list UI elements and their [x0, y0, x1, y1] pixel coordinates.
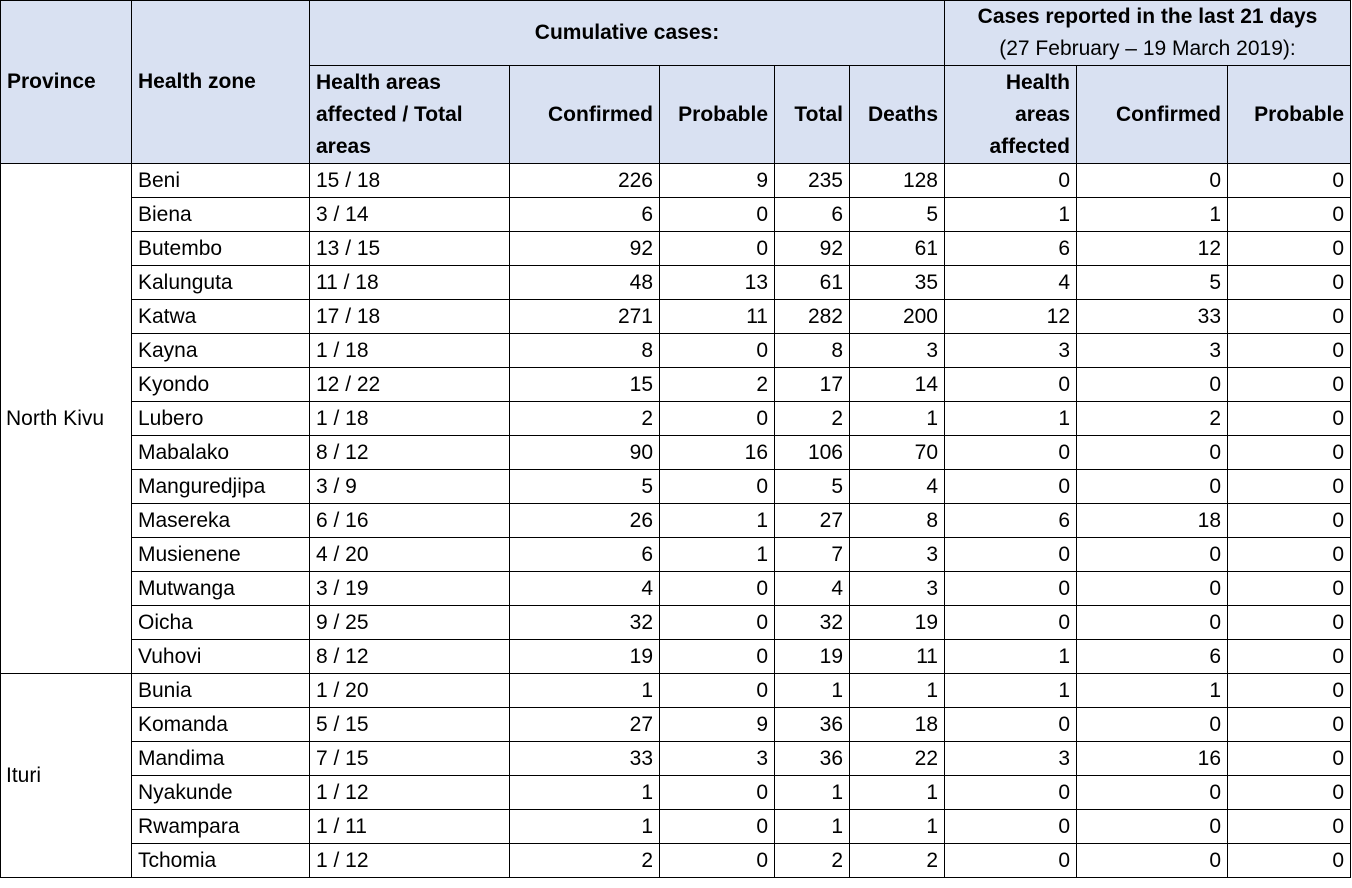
cell-deaths: 1	[850, 810, 945, 844]
cell-probable: 1	[660, 504, 775, 538]
cell-recent-confirmed: 16	[1077, 742, 1228, 776]
cell-recent-confirmed: 12	[1077, 232, 1228, 266]
table-row	[1, 674, 1351, 708]
cell-probable: 9	[660, 164, 775, 198]
cell-recent-health-areas: 0	[945, 470, 1077, 504]
cell-recent-health-areas: 0	[945, 776, 1077, 810]
cell-recent-health-areas: 12	[945, 300, 1077, 334]
cell-recent-probable: 0	[1228, 776, 1351, 810]
cell-health-zone: Masereka	[132, 504, 310, 538]
cell-health-zone: Vuhovi	[132, 640, 310, 674]
cell-recent-probable: 0	[1228, 402, 1351, 436]
cell-health-zone: Lubero	[132, 402, 310, 436]
cell-health-zone: Mabalako	[132, 436, 310, 470]
cell-recent-probable: 0	[1228, 232, 1351, 266]
cell-deaths: 2	[850, 844, 945, 878]
cell-deaths: 11	[850, 640, 945, 674]
cell-probable: 13	[660, 266, 775, 300]
cell-recent-probable: 0	[1228, 538, 1351, 572]
cell-health-areas: 1 / 20	[310, 674, 510, 708]
cell-recent-health-areas: 0	[945, 572, 1077, 606]
table-row	[1, 810, 1351, 844]
header-recent-health-areas: Health areas affected	[945, 66, 1077, 164]
cell-recent-health-areas: 1	[945, 402, 1077, 436]
cell-recent-confirmed: 0	[1077, 708, 1228, 742]
cell-recent-confirmed: 3	[1077, 334, 1228, 368]
cell-confirmed: 6	[510, 198, 660, 232]
cell-probable: 9	[660, 708, 775, 742]
table-row	[1, 232, 1351, 266]
cell-deaths: 3	[850, 572, 945, 606]
cell-health-areas: 17 / 18	[310, 300, 510, 334]
cell-health-areas: 3 / 9	[310, 470, 510, 504]
cell-health-areas: 8 / 12	[310, 640, 510, 674]
cell-recent-confirmed: 6	[1077, 640, 1228, 674]
table-row	[1, 164, 1351, 198]
cell-confirmed: 8	[510, 334, 660, 368]
cell-health-zone: Komanda	[132, 708, 310, 742]
cell-total: 1	[775, 810, 850, 844]
cell-total: 2	[775, 402, 850, 436]
cell-probable: 2	[660, 368, 775, 402]
cell-deaths: 1	[850, 402, 945, 436]
cell-deaths: 3	[850, 334, 945, 368]
header-recent-cases	[945, 1, 1351, 66]
cell-deaths: 35	[850, 266, 945, 300]
cell-recent-probable: 0	[1228, 742, 1351, 776]
cell-total: 282	[775, 300, 850, 334]
cell-probable: 0	[660, 470, 775, 504]
header-cumulative-cases: Cumulative cases:	[310, 1, 945, 66]
cell-total: 19	[775, 640, 850, 674]
cell-deaths: 8	[850, 504, 945, 538]
cell-health-zone: Biena	[132, 198, 310, 232]
cell-recent-health-areas: 0	[945, 368, 1077, 402]
cell-recent-probable: 0	[1228, 606, 1351, 640]
cell-recent-probable: 0	[1228, 198, 1351, 232]
cell-total: 1	[775, 776, 850, 810]
cell-deaths: 4	[850, 470, 945, 504]
cell-province: North Kivu	[1, 164, 132, 674]
cell-total: 106	[775, 436, 850, 470]
cell-confirmed: 1	[510, 674, 660, 708]
cell-recent-confirmed: 0	[1077, 844, 1228, 878]
cell-health-zone: Bunia	[132, 674, 310, 708]
cell-deaths: 70	[850, 436, 945, 470]
table-row	[1, 470, 1351, 504]
cell-recent-probable: 0	[1228, 674, 1351, 708]
cell-deaths: 1	[850, 674, 945, 708]
cell-probable: 0	[660, 606, 775, 640]
table-row	[1, 844, 1351, 878]
cell-confirmed: 2	[510, 844, 660, 878]
cell-health-zone: Katwa	[132, 300, 310, 334]
cell-health-zone: Musienene	[132, 538, 310, 572]
cell-deaths: 18	[850, 708, 945, 742]
cell-health-zone: Kayna	[132, 334, 310, 368]
cell-health-zone: Kyondo	[132, 368, 310, 402]
cell-recent-health-areas: 6	[945, 504, 1077, 538]
header-deaths: Deaths	[850, 66, 945, 164]
cell-probable: 0	[660, 640, 775, 674]
cell-health-areas: 7 / 15	[310, 742, 510, 776]
cell-probable: 0	[660, 198, 775, 232]
cell-probable: 16	[660, 436, 775, 470]
cell-confirmed: 1	[510, 776, 660, 810]
cell-total: 32	[775, 606, 850, 640]
cell-probable: 0	[660, 334, 775, 368]
header-recent-cases-period: (27 February – 19 March 2019):	[999, 37, 1296, 60]
cell-total: 36	[775, 742, 850, 776]
cell-recent-probable: 0	[1228, 300, 1351, 334]
cell-probable: 1	[660, 538, 775, 572]
cell-confirmed: 48	[510, 266, 660, 300]
header-health-zone: Health zone	[132, 1, 310, 164]
cell-probable: 0	[660, 776, 775, 810]
cell-probable: 11	[660, 300, 775, 334]
header-health-areas-total: Health areas affected / Total areas	[310, 66, 510, 164]
cell-total: 61	[775, 266, 850, 300]
table-row	[1, 776, 1351, 810]
cell-total: 27	[775, 504, 850, 538]
table-row	[1, 708, 1351, 742]
cell-health-areas: 12 / 22	[310, 368, 510, 402]
cell-confirmed: 15	[510, 368, 660, 402]
cell-health-areas: 1 / 18	[310, 402, 510, 436]
cell-health-zone: Butembo	[132, 232, 310, 266]
cell-probable: 0	[660, 844, 775, 878]
cell-health-areas: 8 / 12	[310, 436, 510, 470]
cell-recent-confirmed: 0	[1077, 606, 1228, 640]
cell-recent-probable: 0	[1228, 436, 1351, 470]
cell-confirmed: 90	[510, 436, 660, 470]
cell-recent-probable: 0	[1228, 708, 1351, 742]
cell-health-areas: 13 / 15	[310, 232, 510, 266]
cell-health-areas: 5 / 15	[310, 708, 510, 742]
cell-health-zone: Oicha	[132, 606, 310, 640]
cell-total: 36	[775, 708, 850, 742]
cell-recent-health-areas: 6	[945, 232, 1077, 266]
cell-health-zone: Nyakunde	[132, 776, 310, 810]
table-row	[1, 368, 1351, 402]
cell-recent-health-areas: 3	[945, 742, 1077, 776]
cell-recent-confirmed: 0	[1077, 470, 1228, 504]
cell-health-areas: 1 / 12	[310, 776, 510, 810]
cell-confirmed: 33	[510, 742, 660, 776]
cell-health-areas: 6 / 16	[310, 504, 510, 538]
cell-recent-probable: 0	[1228, 640, 1351, 674]
cell-recent-health-areas: 0	[945, 708, 1077, 742]
cell-confirmed: 19	[510, 640, 660, 674]
cell-recent-confirmed: 0	[1077, 810, 1228, 844]
table-row	[1, 334, 1351, 368]
table-row	[1, 198, 1351, 232]
cell-total: 6	[775, 198, 850, 232]
cell-recent-probable: 0	[1228, 164, 1351, 198]
cell-health-zone: Mutwanga	[132, 572, 310, 606]
cell-recent-probable: 0	[1228, 572, 1351, 606]
cell-health-zone: Beni	[132, 164, 310, 198]
cell-confirmed: 27	[510, 708, 660, 742]
cell-recent-health-areas: 0	[945, 538, 1077, 572]
cell-confirmed: 226	[510, 164, 660, 198]
cell-health-areas: 9 / 25	[310, 606, 510, 640]
cell-recent-probable: 0	[1228, 334, 1351, 368]
cell-probable: 0	[660, 232, 775, 266]
cell-health-zone: Rwampara	[132, 810, 310, 844]
cell-recent-confirmed: 0	[1077, 368, 1228, 402]
cell-recent-probable: 0	[1228, 810, 1351, 844]
cell-health-areas: 11 / 18	[310, 266, 510, 300]
cell-province: Ituri	[1, 674, 132, 878]
cell-confirmed: 2	[510, 402, 660, 436]
cell-recent-health-areas: 0	[945, 164, 1077, 198]
cell-recent-health-areas: 1	[945, 640, 1077, 674]
cell-recent-probable: 0	[1228, 368, 1351, 402]
cell-deaths: 22	[850, 742, 945, 776]
header-recent-confirmed: Confirmed	[1077, 66, 1228, 164]
cell-recent-probable: 0	[1228, 844, 1351, 878]
cell-recent-health-areas: 3	[945, 334, 1077, 368]
cell-recent-probable: 0	[1228, 470, 1351, 504]
cell-recent-confirmed: 0	[1077, 538, 1228, 572]
cell-health-areas: 4 / 20	[310, 538, 510, 572]
cell-confirmed: 4	[510, 572, 660, 606]
cell-total: 4	[775, 572, 850, 606]
cell-probable: 3	[660, 742, 775, 776]
cell-total: 7	[775, 538, 850, 572]
cell-recent-health-areas: 0	[945, 436, 1077, 470]
cell-recent-confirmed: 18	[1077, 504, 1228, 538]
cell-recent-confirmed: 0	[1077, 572, 1228, 606]
cell-health-areas: 1 / 11	[310, 810, 510, 844]
header-total: Total	[775, 66, 850, 164]
header-province: Province	[1, 1, 132, 164]
cell-recent-health-areas: 0	[945, 606, 1077, 640]
cell-recent-confirmed: 33	[1077, 300, 1228, 334]
cell-deaths: 5	[850, 198, 945, 232]
cell-health-areas: 15 / 18	[310, 164, 510, 198]
cell-recent-health-areas: 1	[945, 674, 1077, 708]
cell-recent-probable: 0	[1228, 504, 1351, 538]
cell-confirmed: 271	[510, 300, 660, 334]
cell-health-areas: 3 / 14	[310, 198, 510, 232]
cell-confirmed: 6	[510, 538, 660, 572]
cell-total: 5	[775, 470, 850, 504]
table-row	[1, 402, 1351, 436]
cell-probable: 0	[660, 674, 775, 708]
cell-recent-confirmed: 2	[1077, 402, 1228, 436]
header-recent-cases-title: Cases reported in the last 21 days	[977, 5, 1318, 28]
cell-recent-probable: 0	[1228, 266, 1351, 300]
cell-deaths: 14	[850, 368, 945, 402]
cell-recent-health-areas: 1	[945, 198, 1077, 232]
cell-recent-confirmed: 0	[1077, 164, 1228, 198]
cell-deaths: 19	[850, 606, 945, 640]
cell-deaths: 200	[850, 300, 945, 334]
table-body	[1, 164, 1351, 878]
cell-total: 17	[775, 368, 850, 402]
cell-total: 235	[775, 164, 850, 198]
table-row	[1, 640, 1351, 674]
cell-recent-confirmed: 1	[1077, 198, 1228, 232]
cell-probable: 0	[660, 810, 775, 844]
table-header	[1, 1, 1351, 164]
cell-recent-confirmed: 0	[1077, 776, 1228, 810]
cell-deaths: 128	[850, 164, 945, 198]
cell-recent-confirmed: 0	[1077, 436, 1228, 470]
cell-total: 2	[775, 844, 850, 878]
cell-health-zone: Mandima	[132, 742, 310, 776]
table-row	[1, 742, 1351, 776]
header-confirmed: Confirmed	[510, 66, 660, 164]
cell-total: 8	[775, 334, 850, 368]
table-row	[1, 606, 1351, 640]
cell-recent-health-areas: 0	[945, 844, 1077, 878]
table-row	[1, 538, 1351, 572]
cell-confirmed: 32	[510, 606, 660, 640]
cell-probable: 0	[660, 572, 775, 606]
cell-confirmed: 1	[510, 810, 660, 844]
cell-recent-confirmed: 5	[1077, 266, 1228, 300]
cell-deaths: 3	[850, 538, 945, 572]
cell-total: 1	[775, 674, 850, 708]
cell-probable: 0	[660, 402, 775, 436]
cell-confirmed: 26	[510, 504, 660, 538]
cell-confirmed: 5	[510, 470, 660, 504]
cell-health-areas: 1 / 12	[310, 844, 510, 878]
cell-health-zone: Tchomia	[132, 844, 310, 878]
cell-recent-confirmed: 1	[1077, 674, 1228, 708]
cell-recent-health-areas: 4	[945, 266, 1077, 300]
cell-health-zone: Manguredjipa	[132, 470, 310, 504]
table-row	[1, 572, 1351, 606]
cell-health-zone: Kalunguta	[132, 266, 310, 300]
cell-total: 92	[775, 232, 850, 266]
cell-deaths: 1	[850, 776, 945, 810]
cell-recent-health-areas: 0	[945, 810, 1077, 844]
cell-health-areas: 1 / 18	[310, 334, 510, 368]
table-row	[1, 436, 1351, 470]
table-row	[1, 504, 1351, 538]
table-row	[1, 266, 1351, 300]
cell-health-areas: 3 / 19	[310, 572, 510, 606]
cell-confirmed: 92	[510, 232, 660, 266]
header-recent-probable: Probable	[1228, 66, 1351, 164]
header-probable: Probable	[660, 66, 775, 164]
table-row	[1, 300, 1351, 334]
cell-deaths: 61	[850, 232, 945, 266]
